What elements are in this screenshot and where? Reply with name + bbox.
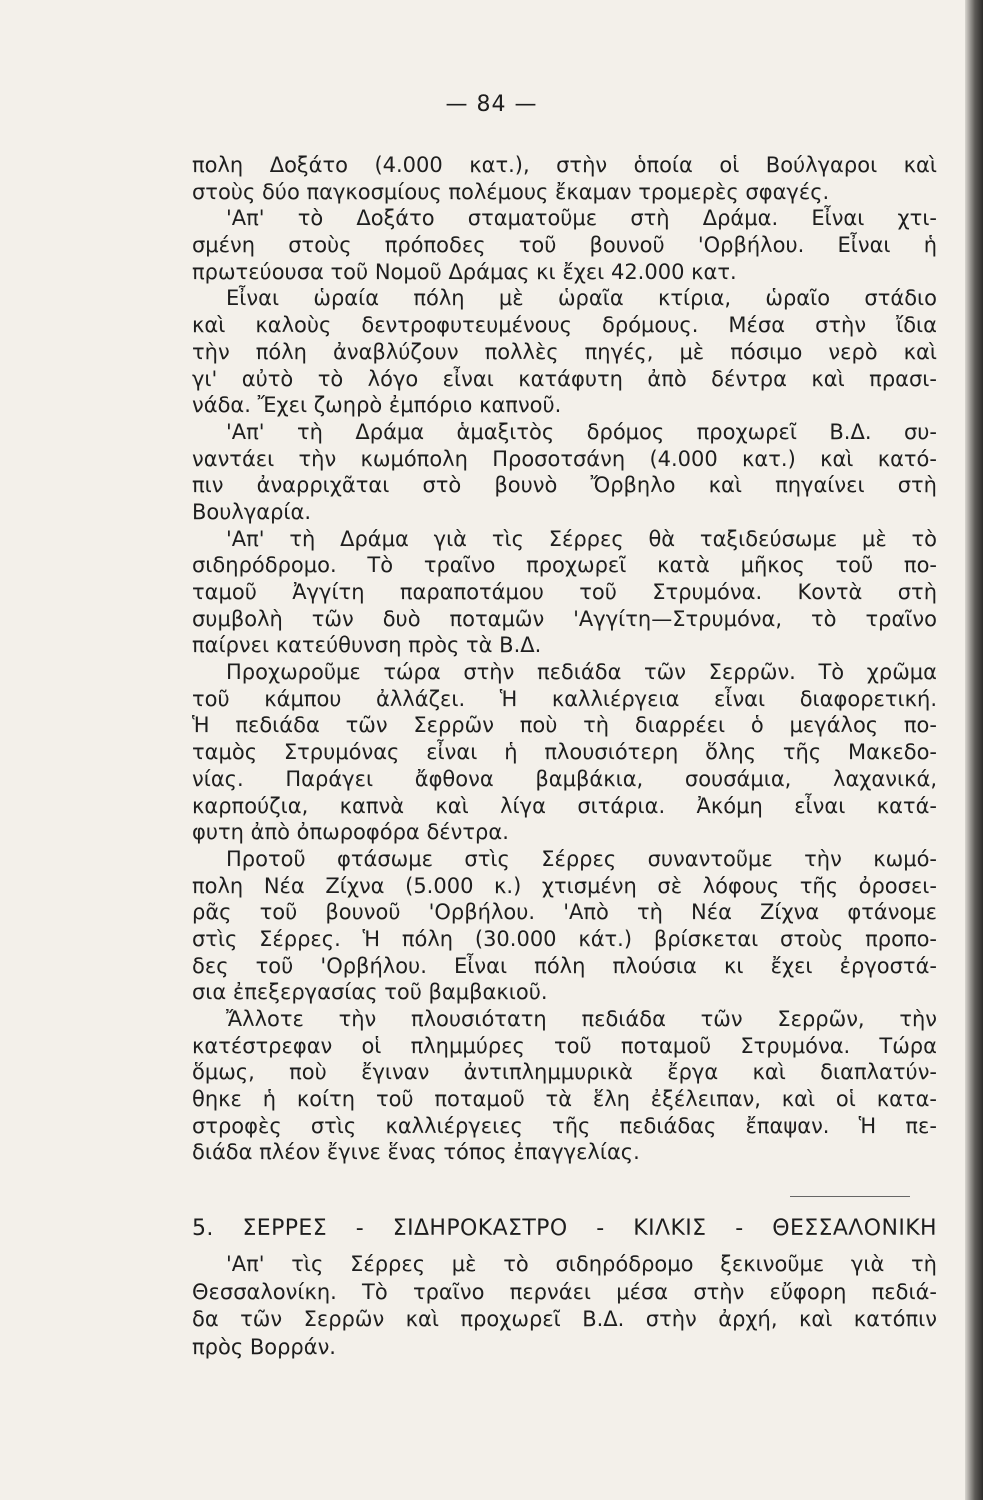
- text-line: στὶς Σέρρες. Ἡ πόλη (30.000 κάτ.) βρίσκεται στοὺς προπο-: [192, 926, 937, 951]
- text-line: πιν ἀναρριχᾶται στὸ βουνὸ Ὄρβηλο καὶ πηγαίνει στὴ: [192, 473, 937, 498]
- text-line: 'Απ' τὴ Δράμα γιὰ τὶς Σέρρες θὰ ταξιδεύσωμε μὲ τὸ: [226, 526, 937, 551]
- text-line: πολη Δοξάτο (4.000 κατ.), στὴν ὁποία οἱ Βούλγαροι καὶ: [192, 153, 937, 177]
- main-text: [192, 152, 937, 1166]
- section-divider: [790, 1196, 910, 1197]
- text-line: γι' αὐτὸ τὸ λόγο εἶναι κατάφυτη ἀπὸ δέντρα καὶ πρασι-: [192, 366, 937, 391]
- text-line: σιδηρόδρομο. Τὸ τραῖνο προχωρεῖ κατὰ μῆκος τοῦ πο-: [192, 553, 937, 578]
- text-line: 'Απ' τὶς Σέρρες μὲ τὸ σιδηρόδρομο ξεκινοῦμε γιὰ τὴ: [226, 1252, 937, 1276]
- text-line: στροφὲς στὶς καλλιέργειες τῆς πεδιάδας ἔπαψαν. Ἡ πε-: [192, 1113, 937, 1138]
- text-line: τὴν πόλη ἀναβλύζουν πολλὲς πηγές, μὲ πόσιμο νερὸ καὶ: [192, 339, 937, 364]
- page-number: — 84 —: [445, 92, 538, 117]
- text-line: ρᾶς τοῦ βουνοῦ 'Ορβήλου. 'Απὸ τὴ Νέα Ζίχνα φτάνομε: [192, 900, 937, 925]
- text-line: Προχωροῦμε τώρα στὴν πεδιάδα τῶν Σερρῶν. Τὸ χρῶμα: [226, 660, 937, 685]
- text-line: ὅμως, ποὺ ἔγιναν ἀντιπλημμυρικὰ ἔργα καὶ διαπλατύν-: [192, 1060, 937, 1085]
- text-line: νάδα. Ἔχει ζωηρὸ ἐμπόριο καπνοῦ.: [192, 393, 562, 418]
- text-line: τοῦ κάμπου ἀλλάζει. Ἡ καλλιέργεια εἶναι διαφορετική.: [192, 686, 937, 711]
- text-line: ναντάει τὴν κωμόπολη Προσοτσάνη (4.000 κατ.) καὶ κατό-: [192, 446, 937, 471]
- text-line: παίρνει κατεύθυνση πρὸς τὰ Β.Δ.: [192, 633, 542, 658]
- text-line: πρωτεύουσα τοῦ Νομοῦ Δράμας κι ἔχει 42.000 κατ.: [192, 259, 737, 284]
- text-line: σμένη στοὺς πρόποδες τοῦ βουνοῦ 'Ορβήλου. Εἶναι ἡ: [192, 233, 937, 258]
- text-line: σια ἐπεξεργασίας τοῦ βαμβακιοῦ.: [192, 980, 548, 1005]
- page-edge-shadow: [965, 0, 983, 1500]
- text-line: δες τοῦ 'Ορβήλου. Εἶναι πόλη πλούσια κι ἔχει ἐργοστά-: [192, 953, 937, 978]
- section-text: [192, 1251, 937, 1361]
- text-line: διάδα πλέον ἔγινε ἕνας τόπος ἐπαγγελίας.: [192, 1140, 640, 1165]
- text-line: πολη Νέα Ζίχνα (5.000 κ.) χτισμένη σὲ λόφους τῆς ὀροσει-: [192, 873, 937, 898]
- text-line: 'Απ' τὸ Δοξάτο σταματοῦμε στὴ Δράμα. Εἶναι χτι-: [226, 206, 937, 231]
- text-line: Ἄλλοτε τὴν πλουσιότατη πεδιάδα τῶν Σερρῶν, τὴν: [226, 1007, 937, 1031]
- text-line: ταμοῦ Ἀγγίτη παραποτάμου τοῦ Στρυμόνα. Κοντὰ στὴ: [192, 580, 937, 604]
- text-line: Βουλγαρία.: [192, 499, 312, 524]
- text-line: θηκε ἡ κοίτη τοῦ ποταμοῦ τὰ ἕλη ἐξέλειπαν, καὶ οἱ κατα-: [192, 1087, 937, 1112]
- text-line: Ἡ πεδιάδα τῶν Σερρῶν ποὺ τὴ διαρρέει ὁ μεγάλος πο-: [192, 713, 937, 738]
- text-line: καρπούζια, καπνὰ καὶ λίγα σιτάρια. Ἀκόμη εἶναι κατά-: [192, 793, 937, 818]
- section-heading: 5. ΣΕΡΡΕΣ - ΣΙΔΗΡΟΚΑΣΤΡΟ - ΚΙΛΚΙΣ - ΘΕΣΣΑΛΟΝΙΚΗ: [192, 1216, 937, 1241]
- text-line: Θεσσαλονίκη. Τὸ τραῖνο περνάει μέσα στὴν εὔφορη πεδιά-: [192, 1279, 937, 1304]
- text-line: Προτοῦ φτάσωμε στὶς Σέρρες συναντοῦμε τὴν κωμό-: [226, 846, 937, 871]
- text-line: φυτη ἀπὸ ὀπωροφόρα δέντρα.: [192, 820, 509, 845]
- text-line: Εἶναι ὡραία πόλη μὲ ὡραῖα κτίρια, ὡραῖο στάδιο: [226, 286, 937, 311]
- text-line: νίας. Παράγει ἄφθονα βαμβάκια, σουσάμια, λαχανικά,: [192, 766, 937, 791]
- text-line: καὶ καλοὺς δεντροφυτευμένους δρόμους. Μέσα στὴν ἴδια: [192, 313, 937, 338]
- text-line: ταμὸς Στρυμόνας εἶναι ἡ πλουσιότερη ὅλης τῆς Μακεδο-: [192, 740, 937, 765]
- text-line: στοὺς δύο παγκοσμίους πολέμους ἔκαμαν τρομερὲς σφαγές.: [192, 179, 830, 204]
- text-line: κατέστρεφαν οἱ πλημμύρες τοῦ ποταμοῦ Στρυμόνα. Τώρα: [192, 1033, 937, 1058]
- text-line: πρὸς Βορράν.: [192, 1334, 336, 1359]
- text-line: δα τῶν Σερρῶν καὶ προχωρεῖ Β.Δ. στὴν ἀρχή, καὶ κατόπιν: [192, 1307, 937, 1331]
- text-line: 'Απ' τὴ Δράμα ἁμαξιτὸς δρόμος προχωρεῖ Β.Δ. συ-: [226, 419, 937, 444]
- text-line: συμβολὴ τῶν δυὸ ποταμῶν 'Αγγίτη—Στρυμόνα, τὸ τραῖνο: [192, 606, 937, 631]
